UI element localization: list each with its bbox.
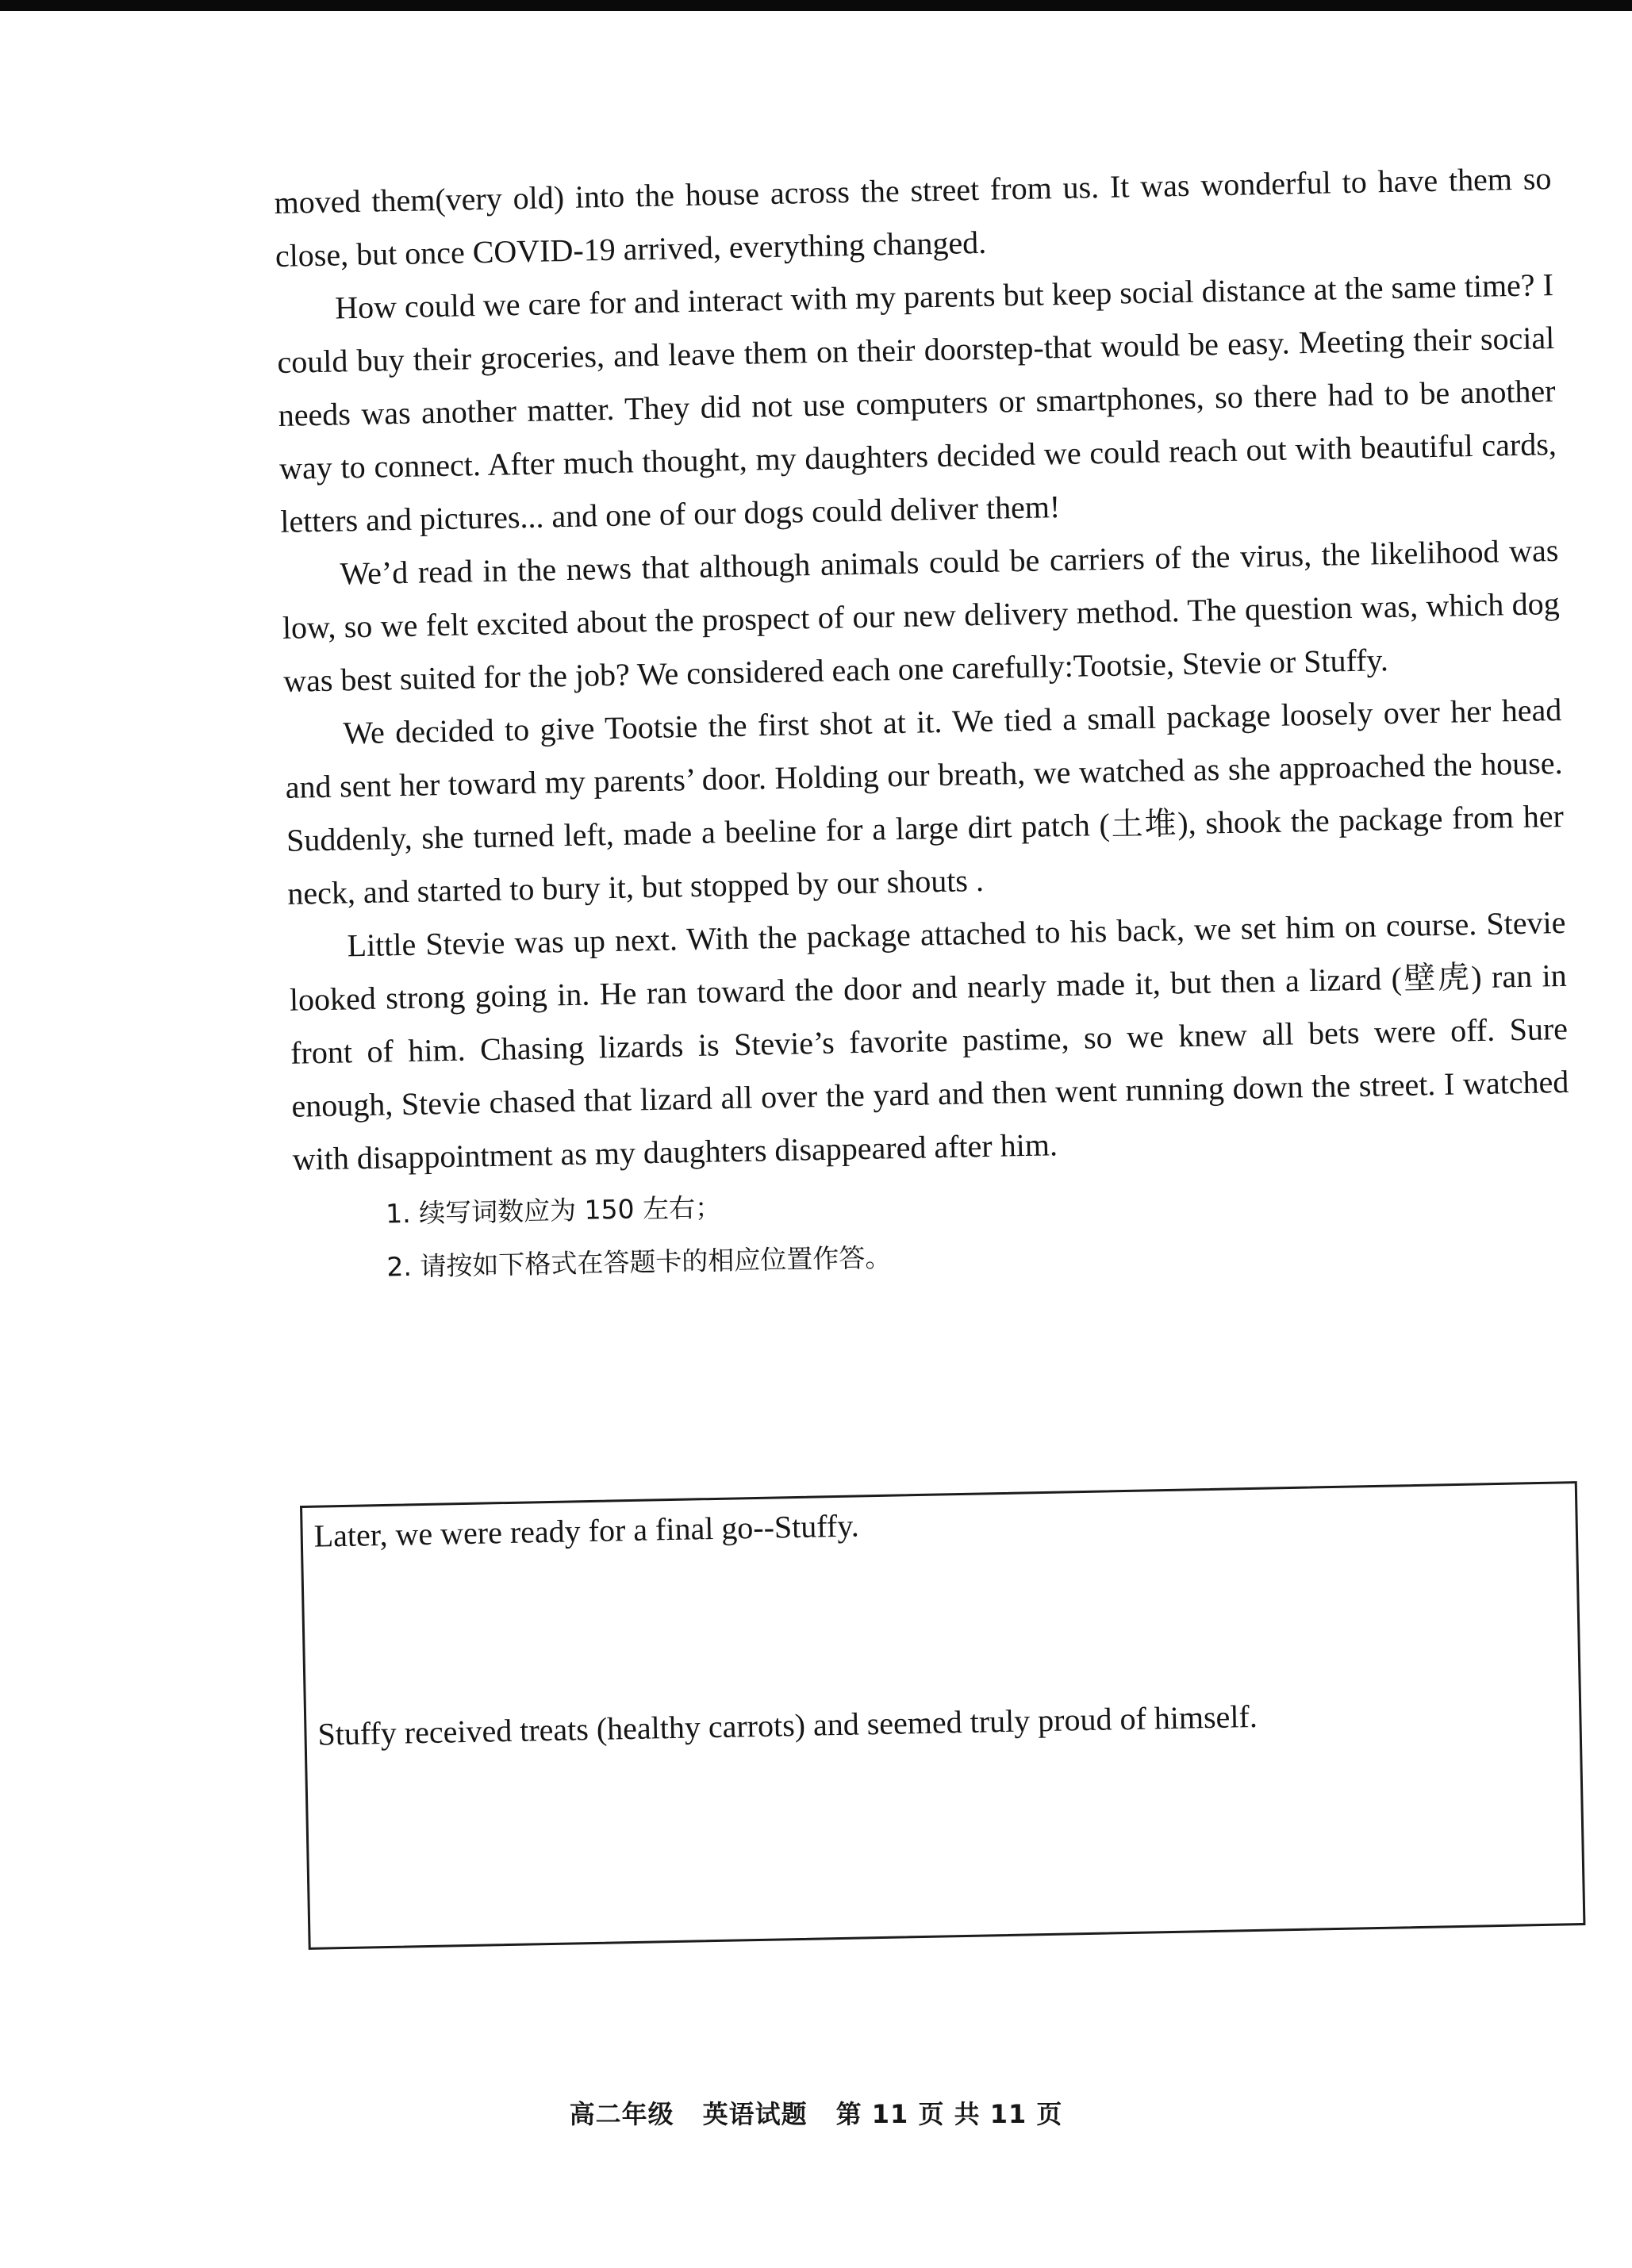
footer-subject: 英语试题 — [702, 2099, 808, 2129]
instruction-answer-format: 2. 请按如下格式在答题卡的相应位置作答。 — [386, 1241, 892, 1283]
writing-instructions — [294, 1165, 1572, 1295]
passage-paragraph-4: We decided to give Tootsie the first shot at it. We tied a small package loosely over her head and sent her toward my parents’ door. Holding our breath, we watched as she approached the house. Suddenly, she turned left, made a beeline for a large dirt patch (土堆), shook the package from her neck, and started to bury it, but stopped by our shouts . — [285, 691, 1565, 911]
page-footer — [0, 2094, 1632, 2131]
passage-paragraph-2: How could we care for and interact with my parents but keep social distance at the same time? I could buy their groceries, and leave them on their doorstep-that would be easy. Meeting their social needs was another matter. They did not use computers or smartphones, so there had to be another way to connect. After much thought, my daughters decided we could reach out with beautiful cards, letters and pictures... and one of our dogs could deliver them! — [277, 267, 1557, 539]
reading-passage — [274, 152, 1572, 1295]
answer-box-second-paragraph-line: Stuffy received treats (healthy carrots) and seemed truly proud of himself. — [317, 1698, 1258, 1752]
answer-box — [300, 1481, 1585, 1950]
answer-box-opening-line: Later, we were ready for a final go--Stuffy. — [313, 1507, 860, 1554]
footer-page-number: 第 11 页 共 11 页 — [835, 2099, 1063, 2129]
passage-paragraph-3: We’d read in the news that although animals could be carriers of the virus, the likelihood was low, so we felt excited about the prospect of our new delivery method. The question was, which dog was best suited for the job? We considered each one carefully:Tootsie, Stevie or Stuffy. — [282, 532, 1561, 699]
passage-paragraph-5: Little Stevie was up next. With the package attached to his back, we set him on course. Stevie looked strong going in. He ran toward the door and nearly made it, but then a lizard (壁虎) ran in front of him. Chasing lizards is Stevie’s favorite pastime, so we knew all bets were off. Sure enough, Stevie chased that lizard all over the yard and then went running down the street. I watched with disappointment as my daughters disappeared after him. — [289, 904, 1569, 1177]
passage-paragraph-1: moved them(very old) into the house across the street from us. It was wonderful to have them so close, but once COVID-19 arrived, everything changed. — [274, 160, 1552, 274]
footer-grade: 高二年级 — [569, 2099, 674, 2129]
instruction-word-count: 1. 续写词数应为 150 左右； — [385, 1192, 722, 1230]
